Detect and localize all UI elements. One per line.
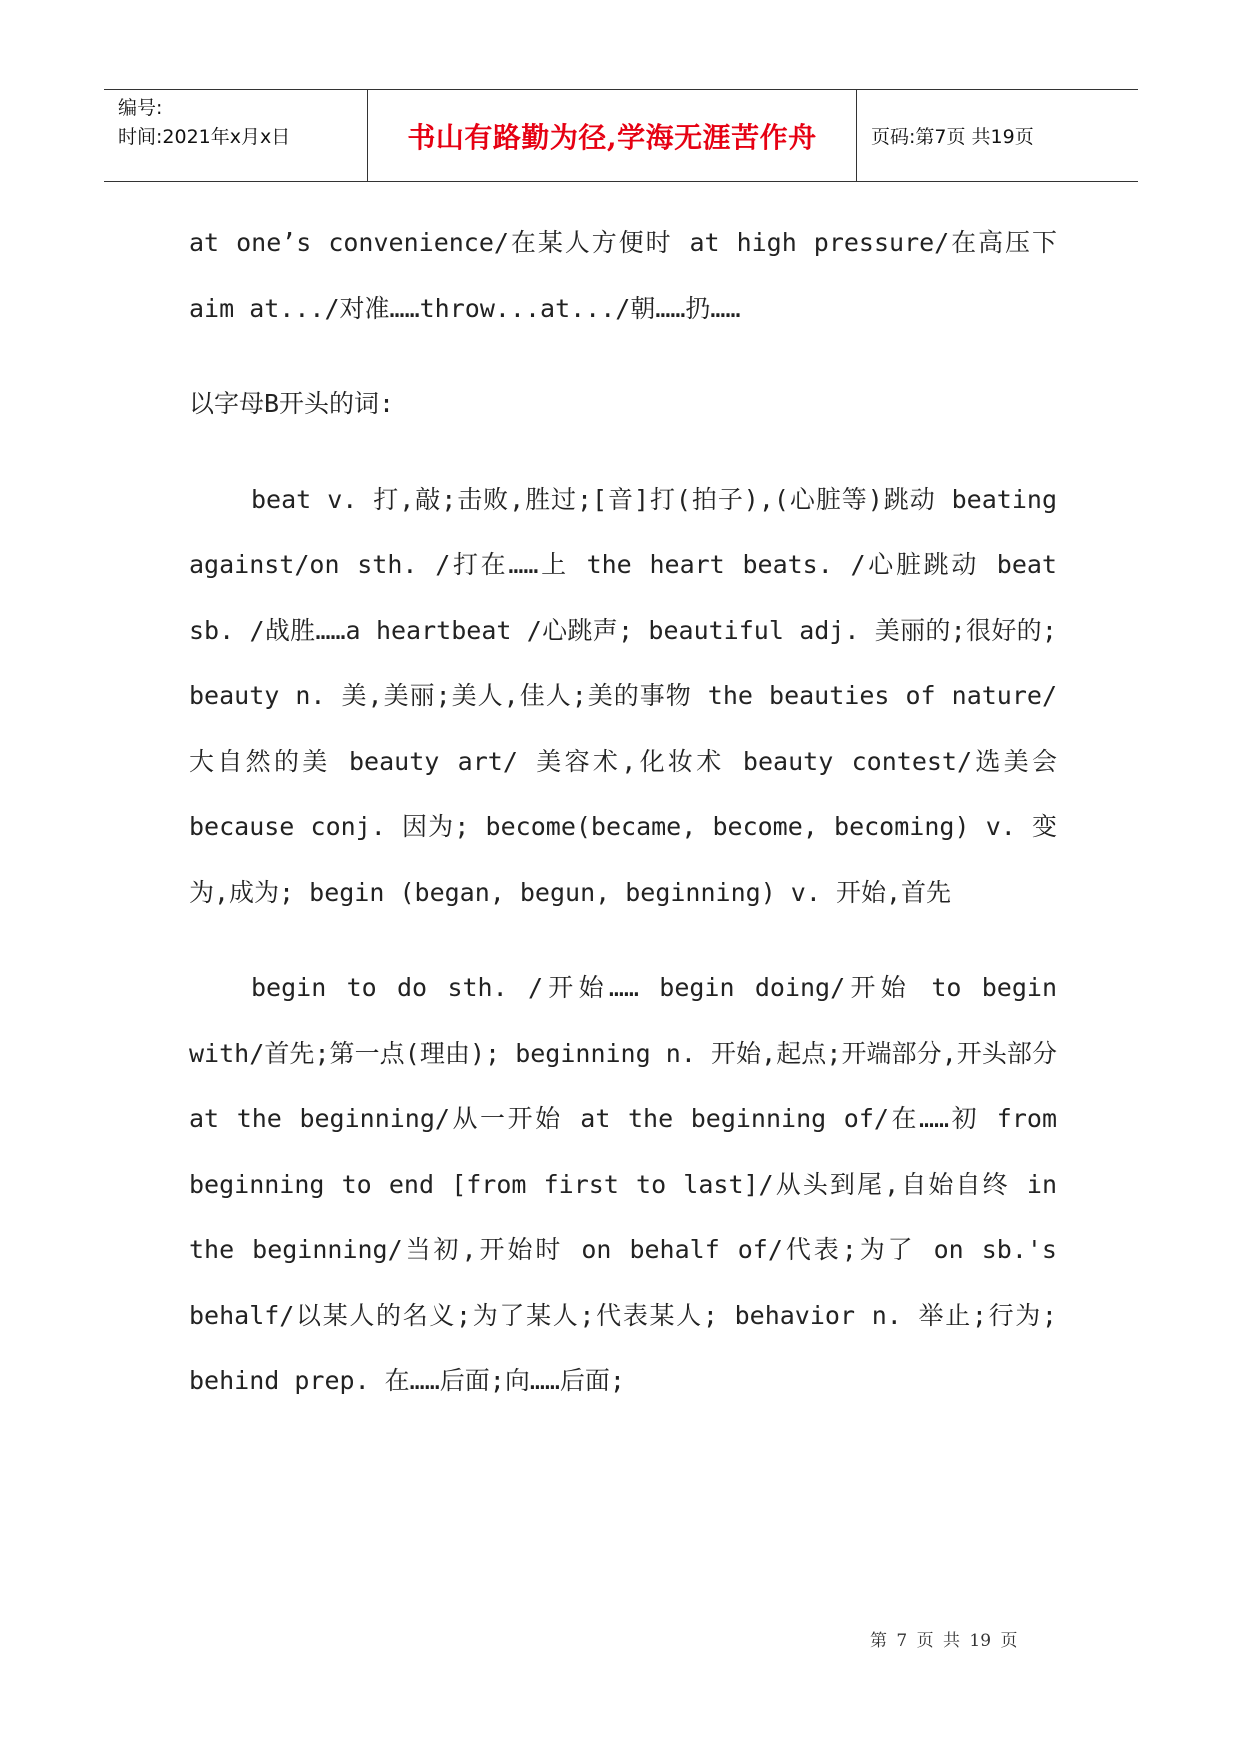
document-date: 时间:2021年x月x日: [118, 126, 291, 148]
document-number: 编号:: [118, 97, 163, 119]
document-header: [104, 89, 1138, 182]
paragraph-beat: beat v. 打,敲;击败,胜过;[音]打(拍子),(心脏等)跳动 beating against/on sth. /打在……上 the heart beats. /心脏跳动 beat sb. /战胜……a heartbeat /心跳声; beautiful adj. 美丽的;很好的; beauty n. 美,美丽;美人,佳人;美的事物 the beauties of nature/大自然的美 beauty art/ 美容术,化妆术 beauty contest/选美会 because conj. 因为; become(became, become, becoming) v. 变为,成为; begin (began, begun, beginning) v. 开始,首先: [189, 484, 1057, 907]
header-motto: 书山有路勤为径,学海无涯苦作舟: [368, 90, 857, 181]
header-page-info: 页码:第7页 共19页: [871, 126, 1034, 148]
section-heading: 以字母B开头的词:: [189, 389, 395, 418]
header-meta: [104, 90, 368, 181]
paragraph-1: at one’s convenience/在某人方便时 at high pressure/在高压下 aim at.../对准……throw...at.../朝……扔……: [189, 228, 1057, 323]
paragraph-begin: begin to do sth. /开始…… begin doing/开始 to begin with/首先;第一点(理由); beginning n. 开始,起点;开端部分,开头部分 at the beginning/从一开始 at the beginning of/在……初 from beginning to end [from first to last]/从头到尾,自始自终 in the beginning/当初,开始时 on behalf of/代表;为了 on sb.'s behalf/以某人的名义;为了某人;代表某人; behavior n. 举止;行为; behind prep. 在……后面;向……后面;: [189, 973, 1057, 1395]
document-body: [189, 210, 1057, 1414]
page-footer: 第 7 页 共 19 页: [870, 1631, 1018, 1651]
